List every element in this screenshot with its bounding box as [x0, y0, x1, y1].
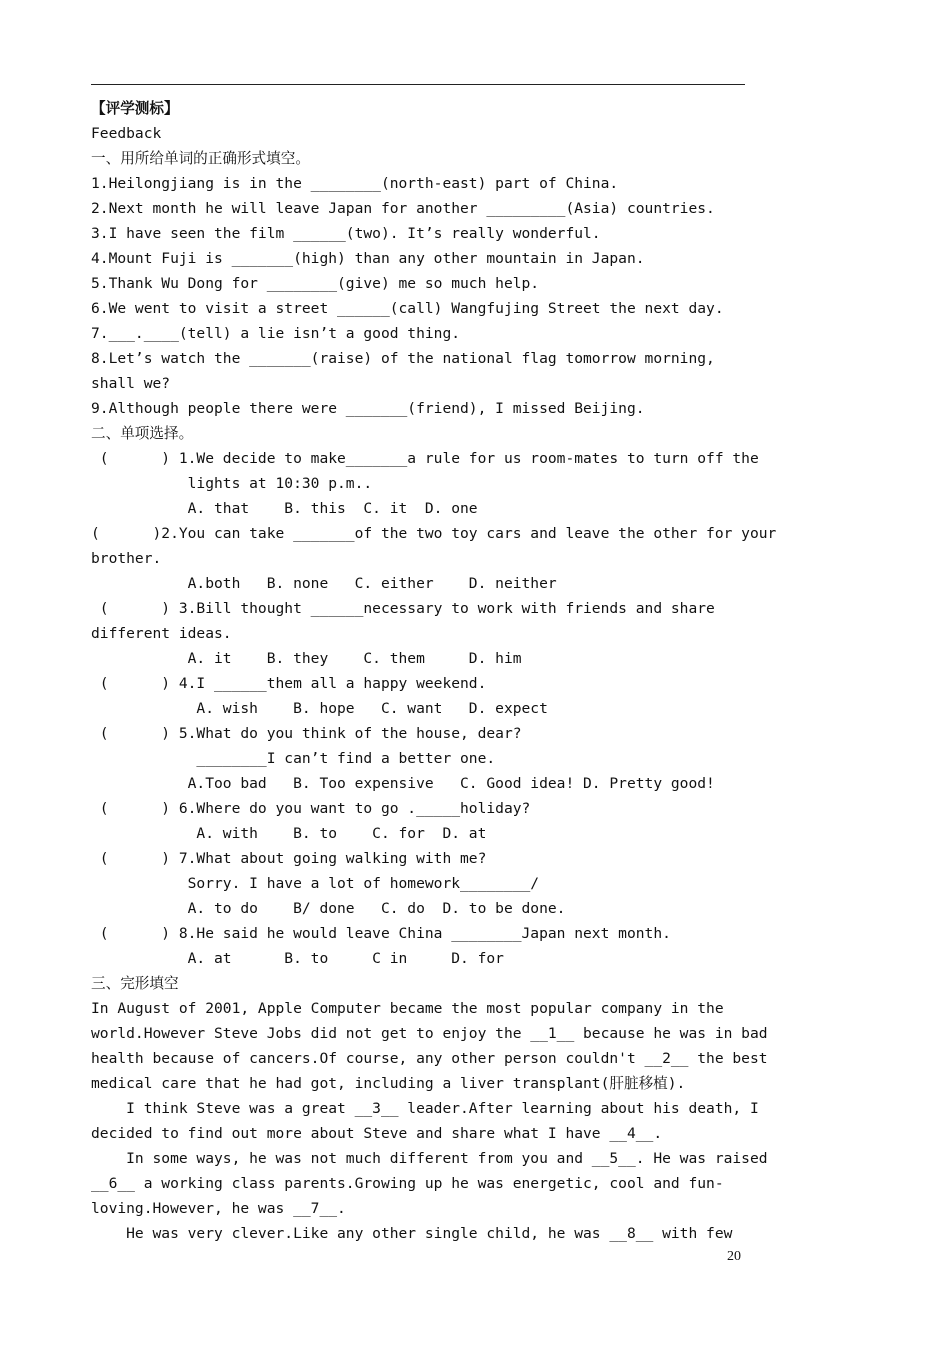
passage-line: In some ways, he was not much different from you and __5__. He was raised — [91, 1150, 768, 1167]
feedback-label: Feedback — [91, 125, 162, 142]
choice-line: ________I can’t find a better one. — [91, 750, 496, 767]
exercise-line: 8.Let’s watch the _______(raise) of the national flag tomorrow morning, — [91, 350, 715, 367]
choice-line: A. at B. to C in D. for — [91, 950, 504, 967]
passage-line: In August of 2001, Apple Computer became the most popular company in the — [91, 1000, 724, 1017]
choice-line: A. it B. they C. them D. him — [91, 650, 522, 667]
passage-line: __6__ a working class parents.Growing up he was energetic, cool and fun- — [91, 1175, 724, 1192]
section-header: 【评学测标】 — [91, 100, 179, 117]
choice-line: A. with B. to C. for D. at — [91, 825, 487, 842]
exercise-line: 1.Heilongjiang is in the ________(north-east) part of China. — [91, 175, 619, 192]
document-body — [91, 96, 777, 1246]
choice-line: lights at 10:30 p.m.. — [91, 475, 373, 492]
passage-line: world.However Steve Jobs did not get to enjoy the __1__ because he was in bad — [91, 1025, 768, 1042]
top-rule — [91, 84, 745, 85]
choice-line: ( ) 6.Where do you want to go ._____holiday? — [91, 800, 531, 817]
choice-line: ( ) 7.What about going walking with me? — [91, 850, 487, 867]
exercise-line: 7.___.____(tell) a lie isn’t a good thing. — [91, 325, 461, 342]
passage-line: He was very clever.Like any other single child, he was __8__ with few — [91, 1225, 733, 1242]
exercise-line: shall we? — [91, 375, 171, 392]
exercise-line: 4.Mount Fuji is _______(high) than any other mountain in Japan. — [91, 250, 645, 267]
choice-line: ( ) 8.He said he would leave China ________Japan next month. — [91, 925, 671, 942]
choice-line: ( ) 4.I ______them all a happy weekend. — [91, 675, 487, 692]
choice-line: A.Too bad B. Too expensive C. Good idea! D. Pretty good! — [91, 775, 715, 792]
choice-line: different ideas. — [91, 625, 232, 642]
choice-line: Sorry. I have a lot of homework________/ — [91, 875, 540, 892]
exercise-line: 5.Thank Wu Dong for ________(give) me so much help. — [91, 275, 540, 292]
section-1-title: 一、用所给单词的正确形式填空。 — [91, 150, 310, 167]
section-3-title: 三、完形填空 — [91, 975, 179, 992]
choice-line: brother. — [91, 550, 162, 567]
choice-line: ( ) 3.Bill thought ______necessary to work with friends and share — [91, 600, 715, 617]
choice-line: A. wish B. hope C. want D. expect — [91, 700, 548, 717]
choice-line: A. that B. this C. it D. one — [91, 500, 478, 517]
choice-line: A.both B. none C. either D. neither — [91, 575, 557, 592]
passage-line: loving.However, he was __7__. — [91, 1200, 346, 1217]
choice-line: A. to do B/ done C. do D. to be done. — [91, 900, 566, 917]
choice-line: ( )2.You can take _______of the two toy cars and leave the other for your — [91, 525, 777, 542]
page-number: 20 — [727, 1249, 741, 1264]
exercise-line: 6.We went to visit a street ______(call) Wangfujing Street the next day. — [91, 300, 724, 317]
passage-line: I think Steve was a great __3__ leader.After learning about his death, I — [91, 1100, 759, 1117]
passage-line: decided to find out more about Steve and share what I have __4__. — [91, 1125, 663, 1142]
passage-line: medical care that he had got, including a liver transplant(肝脏移植). — [91, 1075, 686, 1092]
section-2-title: 二、单项选择。 — [91, 425, 194, 442]
choice-line: ( ) 5.What do you think of the house, dear? — [91, 725, 522, 742]
exercise-line: 3.I have seen the film ______(two). It’s really wonderful. — [91, 225, 601, 242]
passage-line: health because of cancers.Of course, any other person couldn't __2__ the best — [91, 1050, 768, 1067]
exercise-line: 2.Next month he will leave Japan for another _________(Asia) countries. — [91, 200, 715, 217]
choice-line: ( ) 1.We decide to make_______a rule for us room-mates to turn off the — [91, 450, 759, 467]
exercise-line: 9.Although people there were _______(friend), I missed Beijing. — [91, 400, 645, 417]
